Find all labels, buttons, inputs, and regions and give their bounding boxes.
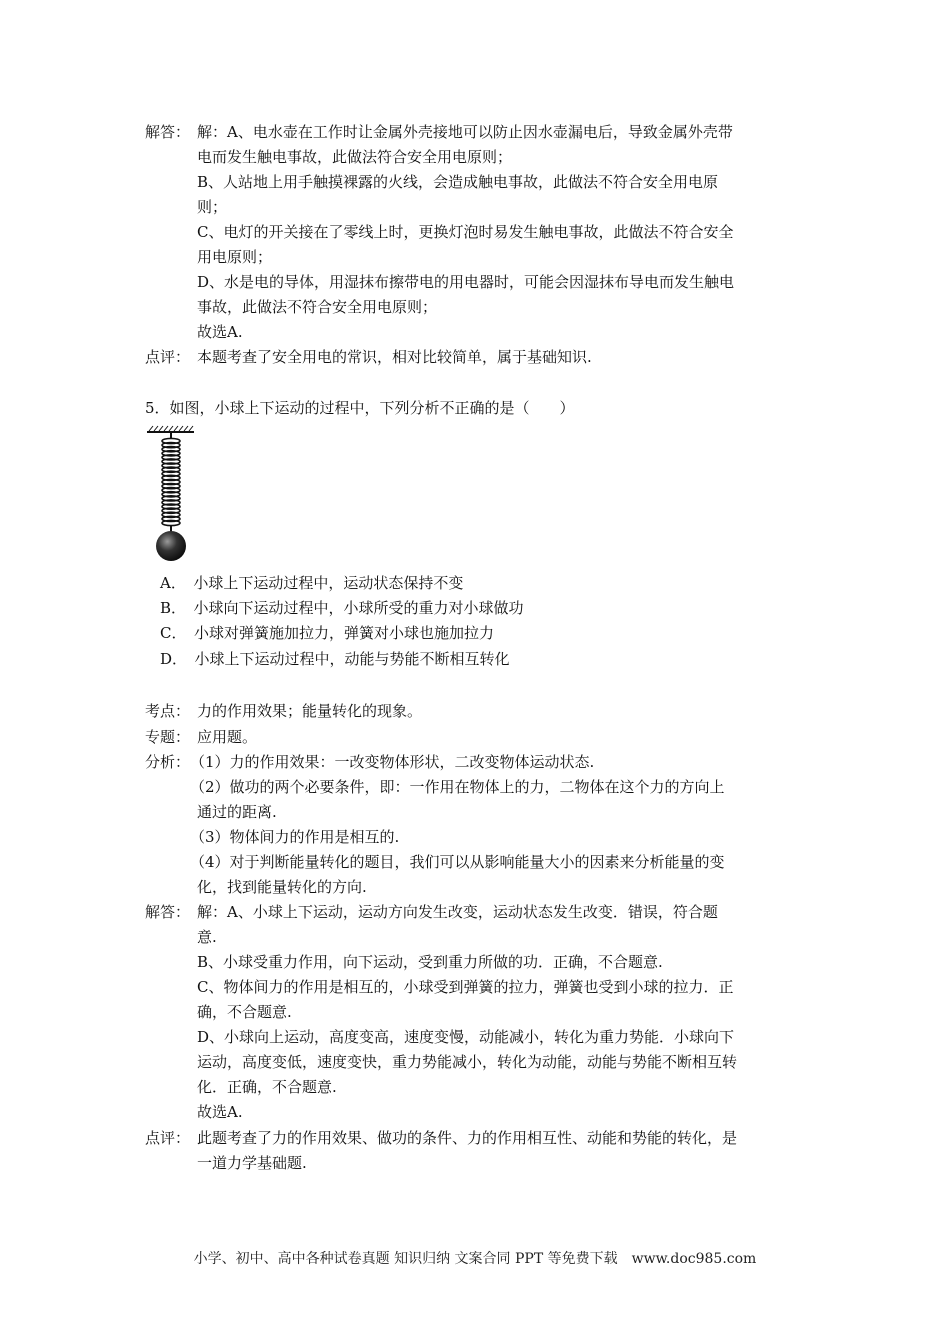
option-c: C． 小球对弹簧施加拉力，弹簧对小球也施加拉力 xyxy=(160,624,494,642)
answer-line: 电而发生触电事故，此做法符合安全用电原则； xyxy=(197,148,513,166)
answer-line: D、水是电的导体，用湿抹布擦带电的用电器时，可能会因湿抹布导电而发生触电 xyxy=(197,273,735,291)
analysis-line: （4）对于判断能量转化的题目，我们可以从影响能量大小的因素来分析能量的变 xyxy=(190,853,725,871)
answer-label-2: 解答： xyxy=(145,903,191,921)
answer-line: B、小球受重力作用，向下运动，受到重力所做的功．正确，不合题意. xyxy=(197,953,663,971)
comment-label-1: 点评： xyxy=(145,348,191,366)
answer-line: 故选A. xyxy=(197,323,243,341)
answer-line: 解：A、小球上下运动，运动方向发生改变，运动状态发生改变．错误，符合题 xyxy=(197,903,718,921)
analysis-line: （2）做功的两个必要条件，即：一作用在物体上的力，二物体在这个力的方向上 xyxy=(190,778,725,796)
answer-line: D、小球向上运动，高度变高，速度变慢，动能减小，转化为重力势能．小球向下 xyxy=(197,1028,735,1046)
answer-line: 故选A. xyxy=(197,1103,243,1121)
answer-line: C、电灯的开关接在了零线上时，更换灯泡时易发生触电事故，此做法不符合安全 xyxy=(197,223,734,241)
answer-line: 解：A、电水壶在工作时让金属外壳接地可以防止因水壶漏电后，导致金属外壳带 xyxy=(197,123,733,141)
answer-line: 用电原则； xyxy=(197,248,273,266)
answer-line: B、人站地上用手触摸裸露的火线，会造成触电事故，此做法不符合安全用电原 xyxy=(197,173,719,191)
answer-line: 事故，此做法不符合安全用电原则； xyxy=(197,298,438,316)
analysis-label: 分析： xyxy=(145,753,191,771)
answer-label-1: 解答： xyxy=(145,123,191,141)
comment-text-1: 本题考查了安全用电的常识，相对比较简单，属于基础知识. xyxy=(197,348,592,366)
question-5-stem: 5．如图，小球上下运动的过程中，下列分析不正确的是（ ） xyxy=(145,399,575,417)
option-b: B． 小球向下运动过程中，小球所受的重力对小球做功 xyxy=(160,599,524,617)
kaodian-text: 力的作用效果；能量转化的现象。 xyxy=(197,702,423,720)
analysis-line: 通过的距离. xyxy=(197,803,277,821)
answer-line: 则； xyxy=(197,198,228,216)
option-a: A． 小球上下运动过程中，运动状态保持不变 xyxy=(160,574,464,592)
zhuanti-label: 专题： xyxy=(145,728,191,746)
answer-line: 化．正确，不合题意. xyxy=(197,1078,337,1096)
answer-line: 确，不合题意. xyxy=(197,1003,292,1021)
zhuanti-text: 应用题。 xyxy=(197,728,258,746)
analysis-line: （1）力的作用效果：一改变物体形状，二改变物体运动状态. xyxy=(190,753,595,771)
option-d: D． 小球上下运动过程中，动能与势能不断相互转化 xyxy=(160,650,510,668)
comment-line: 一道力学基础题. xyxy=(197,1154,307,1172)
answer-line: 意. xyxy=(197,928,217,946)
comment-line: 此题考查了力的作用效果、做功的条件、力的作用相互性、动能和势能的转化，是 xyxy=(197,1129,738,1147)
page-footer: 小学、初中、高中各种试卷真题 知识归纳 文案合同 PPT 等免费下载 www.doc985.com xyxy=(193,1251,757,1267)
answer-line: C、物体间力的作用是相互的，小球受到弹簧的拉力，弹簧也受到小球的拉力．正 xyxy=(197,978,734,996)
kaodian-label: 考点： xyxy=(145,702,191,720)
analysis-line: （3）物体间力的作用是相互的. xyxy=(190,828,400,846)
answer-line: 运动，高度变低，速度变快，重力势能减小，转化为动能，动能与势能不断相互转 xyxy=(197,1053,738,1071)
spring-ball-diagram-icon xyxy=(146,425,196,565)
analysis-line: 化，找到能量转化的方向. xyxy=(197,878,367,896)
comment-label-2: 点评： xyxy=(145,1129,191,1147)
